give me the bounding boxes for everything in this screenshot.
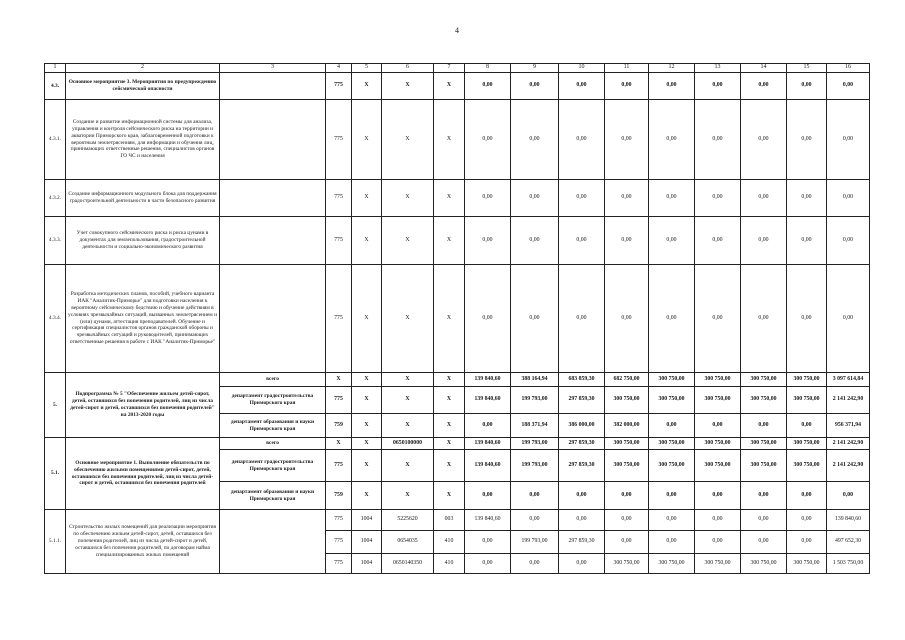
cell-c11: 0,00 xyxy=(605,510,649,531)
cell-c15: 300 750,00 xyxy=(787,554,827,574)
table-row xyxy=(45,180,870,217)
cell-c16: 497 652,30 xyxy=(827,531,870,554)
cell-c15: 300 750,00 xyxy=(787,450,827,482)
cell-c7: X xyxy=(434,265,465,373)
cell-c14: 0,00 xyxy=(741,180,787,217)
cell-c7: X xyxy=(434,217,465,265)
table-row xyxy=(45,265,870,373)
cell-c12: 0,00 xyxy=(649,531,695,554)
cell-c12: 300 750,00 xyxy=(649,450,695,482)
column-number: 11 xyxy=(605,64,649,73)
cell-c11: 382 000,00 xyxy=(605,414,649,438)
cell-c15: 0,00 xyxy=(787,73,827,100)
cell-c16: 2 141 242,90 xyxy=(827,438,870,450)
column-number: 9 xyxy=(511,64,559,73)
cell-c15: 300 750,00 xyxy=(787,387,827,414)
cell-c14: 0,00 xyxy=(741,73,787,100)
row-code: 4.3.1. xyxy=(45,100,66,180)
cell-c5: X xyxy=(352,73,382,100)
row-code: 4.3.2. xyxy=(45,180,66,217)
cell-c12: 300 750,00 xyxy=(649,373,695,387)
cell-c4: 775 xyxy=(326,554,352,574)
cell-c7: X xyxy=(434,414,465,438)
cell-c9: 388 164,94 xyxy=(511,373,559,387)
cell-c6: 0650140350 xyxy=(382,554,434,574)
cell-c13: 0,00 xyxy=(695,510,741,531)
cell-c9: 0,00 xyxy=(511,482,559,510)
cell-c8: 0,00 xyxy=(465,180,511,217)
cell-c9: 0,00 xyxy=(511,100,559,180)
column-number-row xyxy=(45,64,870,73)
cell-c14: 300 750,00 xyxy=(741,387,787,414)
cell-c14: 300 750,00 xyxy=(741,373,787,387)
cell-c8: 139 840,60 xyxy=(465,450,511,482)
cell-c10: 0,00 xyxy=(559,510,605,531)
cell-c5: X xyxy=(352,387,382,414)
cell-c9: 199 793,00 xyxy=(511,450,559,482)
row-name: Создание и развитие информационной системы для анализа, управления и контроля сейсмического риска на территории и акватории Приморского края, заблаговременной подготовки к вероятным землетрясениям, для информации и обучения лиц, принимающих ответственные решения, специалистов органов ГО ЧС и населения xyxy=(66,100,220,180)
cell-c6: X xyxy=(382,387,434,414)
row-code: 5. xyxy=(45,373,66,438)
cell-c15: 300 750,00 xyxy=(787,438,827,450)
row-name: Основное мероприятие 3. Мероприятия по предупреждению сейсмической опасности xyxy=(66,73,220,100)
cell-c9: 199 793,00 xyxy=(511,438,559,450)
cell-c6: 5225620 xyxy=(382,510,434,531)
executor-cell: департамент образования и науки Приморского края xyxy=(220,482,326,510)
cell-c10: 0,00 xyxy=(559,100,605,180)
cell-c13: 0,00 xyxy=(695,265,741,373)
cell-c16: 0,00 xyxy=(827,482,870,510)
cell-c10: 0,00 xyxy=(559,180,605,217)
table-row xyxy=(45,217,870,265)
cell-c10: 0,00 xyxy=(559,73,605,100)
cell-c16: 0,00 xyxy=(827,73,870,100)
cell-c13: 0,00 xyxy=(695,100,741,180)
cell-c13: 300 750,00 xyxy=(695,450,741,482)
cell-c13: 300 750,00 xyxy=(695,387,741,414)
cell-c5: 1004 xyxy=(352,510,382,531)
cell-c10: 0,00 xyxy=(559,482,605,510)
cell-c4: 775 xyxy=(326,510,352,531)
cell-c7: X xyxy=(434,450,465,482)
cell-c16: 2 141 242,90 xyxy=(827,387,870,414)
row-name: Создание информационного модульного блока для поддержания градостроительной деятельности в части безопасного развития xyxy=(66,180,220,217)
cell-c14: 0,00 xyxy=(741,414,787,438)
cell-c5: X xyxy=(352,265,382,373)
cell-c4: 775 xyxy=(326,100,352,180)
cell-c11: 0,00 xyxy=(605,100,649,180)
cell-c14: 0,00 xyxy=(741,482,787,510)
cell-c12: 0,00 xyxy=(649,217,695,265)
cell-c6: X xyxy=(382,414,434,438)
cell-c11: 0,00 xyxy=(605,73,649,100)
column-number: 7 xyxy=(434,64,465,73)
cell-c9: 188 371,94 xyxy=(511,414,559,438)
cell-c14: 0,00 xyxy=(741,100,787,180)
cell-c9: 0,00 xyxy=(511,510,559,531)
cell-c15: 0,00 xyxy=(787,531,827,554)
cell-c4: X xyxy=(326,438,352,450)
cell-c6: 0654035 xyxy=(382,531,434,554)
executor-cell: департамент образования и науки Приморского края xyxy=(220,414,326,438)
cell-c12: 300 750,00 xyxy=(649,387,695,414)
cell-c9: 0,00 xyxy=(511,265,559,373)
cell-c11: 0,00 xyxy=(605,180,649,217)
cell-c10: 297 859,30 xyxy=(559,450,605,482)
cell-c9: 199 793,00 xyxy=(511,387,559,414)
cell-c13: 300 750,00 xyxy=(695,554,741,574)
executor-cell xyxy=(220,510,326,574)
cell-c7: 003 xyxy=(434,510,465,531)
cell-c6: X xyxy=(382,373,434,387)
column-number: 6 xyxy=(382,64,434,73)
cell-c8: 139 840,60 xyxy=(465,438,511,450)
row-code: 4.3.4. xyxy=(45,265,66,373)
cell-c4: 775 xyxy=(326,265,352,373)
column-number: 15 xyxy=(787,64,827,73)
cell-c11: 300 750,00 xyxy=(605,554,649,574)
column-number: 4 xyxy=(326,64,352,73)
cell-c8: 0,00 xyxy=(465,414,511,438)
cell-c13: 300 750,00 xyxy=(695,438,741,450)
cell-c5: X xyxy=(352,373,382,387)
column-number: 10 xyxy=(559,64,605,73)
executor-cell: всего xyxy=(220,438,326,450)
cell-c11: 300 750,00 xyxy=(605,387,649,414)
cell-c5: X xyxy=(352,180,382,217)
column-number: 1 xyxy=(45,64,66,73)
column-number: 13 xyxy=(695,64,741,73)
executor-cell: всего xyxy=(220,373,326,387)
cell-c16: 139 840,60 xyxy=(827,510,870,531)
cell-c10: 386 000,00 xyxy=(559,414,605,438)
cell-c8: 0,00 xyxy=(465,531,511,554)
row-name: Разработка методических планов, пособий, учебного варианта ИАК "Аналитик-Приморье" для подготовки населения к вероятному сейсмическому бедствию и обучение действиям в условиях чрезвычайных ситуаций, вызванных землетрясением и (или) цунами, аттестация преподавателей. Обучение и сертификация специалистов органов гражданской обороны и чрезвычайных ситуаций и руководителей, принимающих ответственные решения в работе с ИАК "Аналитик-Приморье" xyxy=(66,265,220,373)
cell-c13: 0,00 xyxy=(695,73,741,100)
cell-c8: 0,00 xyxy=(465,217,511,265)
cell-c15: 0,00 xyxy=(787,100,827,180)
row-name: Основное мероприятие 1. Выполнение обязательств по обеспечению жилыми помещениями детей-сирот, детей, оставшихся без попечения родителей, лиц из числа детей-сирот и детей, оставшихся без попечения родителей xyxy=(66,438,220,510)
cell-c6: X xyxy=(382,100,434,180)
cell-c16: 0,00 xyxy=(827,180,870,217)
row-code: 5.1.1. xyxy=(45,510,66,574)
row-name: Учет совокупного сейсмического риска и риска цунами в документах для землепользования, градостроительной деятельности и социально-экономического развития xyxy=(66,217,220,265)
cell-c5: X xyxy=(352,482,382,510)
cell-c6: X xyxy=(382,450,434,482)
budget-table xyxy=(44,63,870,574)
cell-c6: 0650100000 xyxy=(382,438,434,450)
cell-c6: X xyxy=(382,482,434,510)
cell-c12: 0,00 xyxy=(649,100,695,180)
cell-c9: 0,00 xyxy=(511,217,559,265)
cell-c9: 0,00 xyxy=(511,73,559,100)
cell-c4: 775 xyxy=(326,450,352,482)
cell-c15: 0,00 xyxy=(787,482,827,510)
cell-c12: 300 750,00 xyxy=(649,554,695,574)
cell-c8: 0,00 xyxy=(465,482,511,510)
cell-c16: 0,00 xyxy=(827,265,870,373)
cell-c12: 0,00 xyxy=(649,510,695,531)
cell-c10: 0,00 xyxy=(559,554,605,574)
cell-c15: 0,00 xyxy=(787,180,827,217)
cell-c13: 0,00 xyxy=(695,180,741,217)
cell-c5: 1004 xyxy=(352,554,382,574)
cell-c10: 297 859,30 xyxy=(559,438,605,450)
cell-c7: 410 xyxy=(434,531,465,554)
cell-c10: 683 859,30 xyxy=(559,373,605,387)
cell-c7: X xyxy=(434,100,465,180)
cell-c12: 0,00 xyxy=(649,180,695,217)
cell-c7: 410 xyxy=(434,554,465,574)
cell-c8: 139 840,60 xyxy=(465,510,511,531)
cell-c8: 0,00 xyxy=(465,73,511,100)
cell-c7: X xyxy=(434,438,465,450)
row-code: 5.1. xyxy=(45,438,66,510)
cell-c8: 0,00 xyxy=(465,265,511,373)
cell-c5: X xyxy=(352,414,382,438)
cell-c11: 0,00 xyxy=(605,217,649,265)
cell-c16: 2 141 242,90 xyxy=(827,450,870,482)
cell-c7: X xyxy=(434,482,465,510)
cell-c7: X xyxy=(434,387,465,414)
cell-c14: 300 750,00 xyxy=(741,438,787,450)
cell-c11: 0,00 xyxy=(605,265,649,373)
cell-c4: 775 xyxy=(326,531,352,554)
cell-c10: 0,00 xyxy=(559,265,605,373)
cell-c12: 0,00 xyxy=(649,73,695,100)
cell-c10: 297 859,30 xyxy=(559,531,605,554)
cell-c15: 0,00 xyxy=(787,217,827,265)
cell-c6: X xyxy=(382,265,434,373)
cell-c9: 0,00 xyxy=(511,180,559,217)
cell-c6: X xyxy=(382,180,434,217)
column-number: 2 xyxy=(66,64,220,73)
cell-c11: 0,00 xyxy=(605,531,649,554)
cell-c12: 0,00 xyxy=(649,414,695,438)
row-code: 4.3.3. xyxy=(45,217,66,265)
cell-c13: 0,00 xyxy=(695,531,741,554)
cell-c15: 300 750,00 xyxy=(787,373,827,387)
cell-c16: 0,00 xyxy=(827,100,870,180)
column-number: 3 xyxy=(220,64,326,73)
cell-c4: 775 xyxy=(326,387,352,414)
row-code: 4.3. xyxy=(45,73,66,100)
cell-c5: X xyxy=(352,450,382,482)
cell-c12: 0,00 xyxy=(649,265,695,373)
cell-c4: 759 xyxy=(326,482,352,510)
cell-c14: 0,00 xyxy=(741,531,787,554)
cell-c10: 0,00 xyxy=(559,217,605,265)
cell-c13: 0,00 xyxy=(695,414,741,438)
cell-c9: 0,00 xyxy=(511,554,559,574)
executor-cell xyxy=(220,73,326,100)
cell-c4: 759 xyxy=(326,414,352,438)
column-number: 16 xyxy=(827,64,870,73)
cell-c4: 775 xyxy=(326,180,352,217)
cell-c4: X xyxy=(326,373,352,387)
executor-cell xyxy=(220,180,326,217)
cell-c11: 682 750,00 xyxy=(605,373,649,387)
cell-c8: 139 840,60 xyxy=(465,373,511,387)
cell-c7: X xyxy=(434,373,465,387)
table-row xyxy=(45,510,870,531)
cell-c6: X xyxy=(382,217,434,265)
cell-c16: 0,00 xyxy=(827,217,870,265)
cell-c14: 300 750,00 xyxy=(741,450,787,482)
cell-c15: 0,00 xyxy=(787,510,827,531)
cell-c7: X xyxy=(434,180,465,217)
cell-c13: 300 750,00 xyxy=(695,373,741,387)
column-number: 14 xyxy=(741,64,787,73)
executor-cell: департамент градостроительства Приморского края xyxy=(220,450,326,482)
cell-c15: 0,00 xyxy=(787,414,827,438)
cell-c12: 300 750,00 xyxy=(649,438,695,450)
cell-c16: 956 371,94 xyxy=(827,414,870,438)
cell-c5: X xyxy=(352,100,382,180)
cell-c5: 1004 xyxy=(352,531,382,554)
cell-c11: 300 750,00 xyxy=(605,450,649,482)
cell-c4: 775 xyxy=(326,217,352,265)
cell-c13: 0,00 xyxy=(695,217,741,265)
column-number: 12 xyxy=(649,64,695,73)
cell-c10: 297 859,30 xyxy=(559,387,605,414)
page-number: 4 xyxy=(455,26,459,35)
cell-c7: X xyxy=(434,73,465,100)
cell-c12: 0,00 xyxy=(649,482,695,510)
table-row xyxy=(45,73,870,100)
cell-c5: X xyxy=(352,438,382,450)
cell-c11: 0,00 xyxy=(605,482,649,510)
cell-c15: 0,00 xyxy=(787,265,827,373)
cell-c13: 0,00 xyxy=(695,482,741,510)
cell-c14: 0,00 xyxy=(741,217,787,265)
cell-c11: 300 750,00 xyxy=(605,438,649,450)
cell-c14: 0,00 xyxy=(741,510,787,531)
cell-c16: 3 097 614,84 xyxy=(827,373,870,387)
column-number: 8 xyxy=(465,64,511,73)
cell-c5: X xyxy=(352,217,382,265)
cell-c4: 775 xyxy=(326,73,352,100)
cell-c14: 0,00 xyxy=(741,265,787,373)
cell-c6: X xyxy=(382,73,434,100)
table-row xyxy=(45,100,870,180)
cell-c9: 199 793,00 xyxy=(511,531,559,554)
executor-cell: департамент градостроительства Приморского края xyxy=(220,387,326,414)
cell-c8: 0,00 xyxy=(465,100,511,180)
executor-cell xyxy=(220,265,326,373)
cell-c16: 1 503 750,00 xyxy=(827,554,870,574)
executor-cell xyxy=(220,100,326,180)
column-number: 5 xyxy=(352,64,382,73)
executor-cell xyxy=(220,217,326,265)
cell-c8: 139 840,60 xyxy=(465,387,511,414)
table-row xyxy=(45,438,870,450)
table-row xyxy=(45,373,870,387)
cell-c8: 0,00 xyxy=(465,554,511,574)
cell-c14: 300 750,00 xyxy=(741,554,787,574)
row-name: Подпрограмма № 5 "Обеспечение жильем детей-сирот, детей, оставшихся без попечения родителей, лиц из числа детей-сирот и детей, оставшихся без попечения родителей" на 2013-2020 годы xyxy=(66,373,220,438)
row-name: Строительство жилых помещений для реализации мероприятия по обеспечению жильем детей-сирот, детей, оставшихся без попечения родителей, лиц из числа детей-сирот и детей, оставшихся без попечения родителей, по договорам найма специализированных жилых помещений xyxy=(66,510,220,574)
